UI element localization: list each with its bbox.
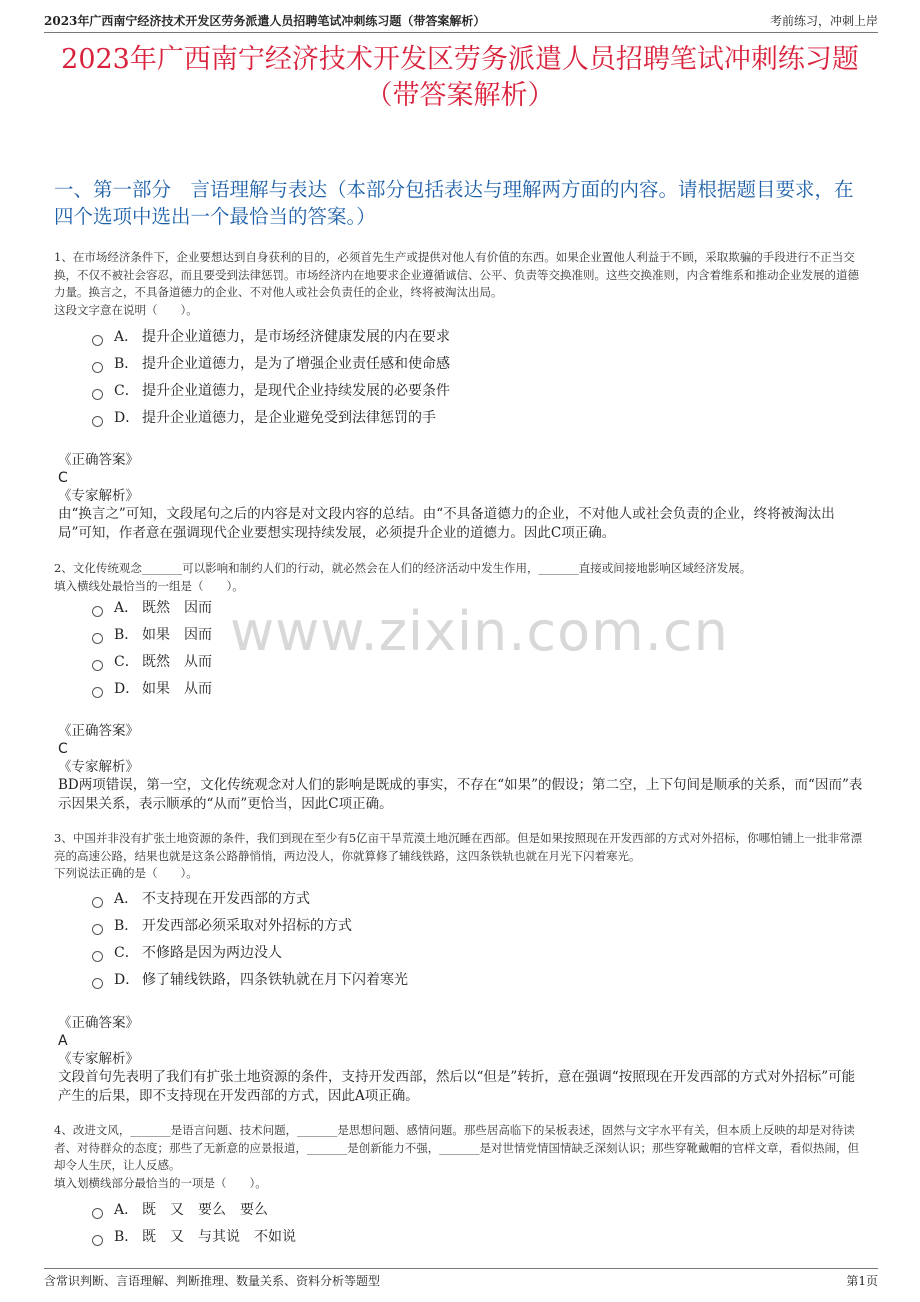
option-text: 如果 因而 bbox=[142, 627, 212, 643]
document-title: 2023年广西南宁经济技术开发区劳务派遣人员招聘笔试冲刺练习题（带答案解析） bbox=[61, 44, 859, 111]
question-1-options bbox=[92, 324, 450, 432]
analysis-label: 《专家解析》 bbox=[58, 759, 139, 775]
option-letter: B． bbox=[114, 356, 139, 372]
option-b[interactable] bbox=[92, 622, 212, 649]
option-letter: B． bbox=[114, 918, 139, 934]
answer-label: 《正确答案》 bbox=[58, 1015, 139, 1031]
option-text: 开发西部必须采取对外招标的方式 bbox=[142, 918, 352, 934]
question-3-options bbox=[92, 886, 408, 994]
option-text: 既然 因而 bbox=[142, 600, 212, 616]
option-text: 既 又 与其说 不如说 bbox=[142, 1229, 296, 1245]
option-letter: A． bbox=[114, 891, 139, 907]
question-2-stem bbox=[54, 560, 868, 595]
radio-icon[interactable] bbox=[92, 924, 103, 935]
question-3-answer bbox=[58, 1014, 868, 1105]
section-heading: 一、第一部分 言语理解与表达（本部分包括表达与理解两方面的内容。请根据题目要求，在四个选项中选出一个最恰当的答案。） bbox=[54, 178, 854, 228]
option-letter: D． bbox=[114, 681, 140, 697]
option-d[interactable] bbox=[92, 676, 212, 703]
option-a[interactable] bbox=[92, 595, 212, 622]
option-c[interactable] bbox=[92, 378, 450, 405]
option-text: 修了辅线铁路，四条铁轨就在月下闪着寒光 bbox=[142, 972, 408, 988]
option-d[interactable] bbox=[92, 967, 408, 994]
radio-icon[interactable] bbox=[92, 1235, 103, 1246]
option-d[interactable] bbox=[92, 405, 450, 432]
answer-value: C bbox=[58, 470, 68, 486]
watermark: www.zixin.com.cn bbox=[230, 600, 729, 663]
option-a[interactable] bbox=[92, 1197, 296, 1224]
question-4-options bbox=[92, 1197, 296, 1251]
option-letter: B． bbox=[114, 1229, 139, 1245]
radio-icon[interactable] bbox=[92, 606, 103, 617]
answer-value: C bbox=[58, 741, 68, 757]
option-letter: D． bbox=[114, 972, 140, 988]
option-text: 提升企业道德力，是企业避免受到法律惩罚的手 bbox=[142, 410, 436, 426]
option-letter: C． bbox=[114, 945, 139, 961]
question-stem-text: 3、中国并非没有扩张土地资源的条件，我们到现在至少有5亿亩干旱荒漠土地沉睡在西部。但是如果按照现在开发西部的方式对外招标，你哪怕铺上一批非常漂亮的高速公路，结果也就是这条公路静悄悄，两边没人，你就算修了辅线铁路，这四条铁轨也就在月光下闪着寒光。 bbox=[54, 831, 863, 863]
analysis-label: 《专家解析》 bbox=[58, 488, 139, 504]
radio-icon[interactable] bbox=[92, 335, 103, 346]
question-4-stem bbox=[54, 1122, 868, 1192]
page-footer bbox=[44, 1268, 878, 1291]
question-prompt: 填入划横线部分最恰当的一项是（ ）。 bbox=[54, 1175, 267, 1190]
option-letter: A． bbox=[114, 600, 139, 616]
question-stem-text: 2、文化传统观念_______可以影响和制约人们的行动，就必然会在人们的经济活动中发生作用，_______直接或间接地影响区域经济发展。 bbox=[54, 561, 752, 575]
option-text: 提升企业道德力，是市场经济健康发展的内在要求 bbox=[142, 329, 450, 345]
option-b[interactable] bbox=[92, 913, 408, 940]
page-header bbox=[44, 10, 878, 33]
footer-description: 含常识判断、言语理解、判断推理、数量关系、资料分析等题型 bbox=[44, 1274, 381, 1288]
option-text: 提升企业道德力，是为了增强企业责任感和使命感 bbox=[142, 356, 450, 372]
question-1-stem bbox=[54, 249, 868, 319]
radio-icon[interactable] bbox=[92, 660, 103, 671]
question-2-answer bbox=[58, 722, 868, 813]
radio-icon[interactable] bbox=[92, 897, 103, 908]
question-prompt: 填入横线处最恰当的一组是（ ）。 bbox=[54, 578, 244, 593]
option-c[interactable] bbox=[92, 649, 212, 676]
answer-label: 《正确答案》 bbox=[58, 452, 139, 468]
question-stem-text: 1、在市场经济条件下，企业要想达到自身获利的目的，必须首先生产或提供对他人有价值的东西。如果企业置他人利益于不顾，采取欺骗的手段进行不正当交换，不仅不被社会容忍，而且要受到法律惩罚。市场经济内在地要求企业遵循诚信、公平、负责等交换准则。这些交换准则，内含着维系和推动企业发展的道德力量。换言之，不具备道德力的企业、不对他人或社会负责任的企业，终将被淘汰出局。 bbox=[54, 250, 859, 299]
analysis-text: BD两项错误，第一空，文化传统观念对人们的影响是既成的事实，不存在“如果”的假设；第二空，上下句间是顺承的关系，而“因而”表示因果关系，表示顺承的“从而”更恰当，因此C项正确。 bbox=[58, 777, 863, 812]
option-text: 提升企业道德力，是现代企业持续发展的必要条件 bbox=[142, 383, 450, 399]
radio-icon[interactable] bbox=[92, 416, 103, 427]
analysis-text: 文段首句先表明了我们有扩张土地资源的条件，支持开发西部，然后以“但是”转折，意在强调“按照现在开发西部的方式对外招标”可能产生的后果，即不支持现在开发西部的方式，因此A项正确。 bbox=[58, 1069, 856, 1104]
option-text: 既然 从而 bbox=[142, 654, 212, 670]
radio-icon[interactable] bbox=[92, 978, 103, 989]
radio-icon[interactable] bbox=[92, 687, 103, 698]
analysis-text: 由“换言之”可知，文段尾句之后的内容是对文段内容的总结。由“不具备道德力的企业，不对他人或社会负责的企业，终将被淘汰出局”可知，作者意在强调现代企业要想实现持续发展，必须提升企业的道德力。因此C项正确。 bbox=[58, 506, 835, 541]
answer-label: 《正确答案》 bbox=[58, 723, 139, 739]
answer-value: A bbox=[58, 1033, 68, 1049]
header-title: 2023年广西南宁经济技术开发区劳务派遣人员招聘笔试冲刺练习题（带答案解析） bbox=[44, 14, 486, 28]
radio-icon[interactable] bbox=[92, 362, 103, 373]
question-prompt: 下列说法正确的是（ ）。 bbox=[54, 866, 198, 880]
option-letter: C． bbox=[114, 654, 139, 670]
option-text: 如果 从而 bbox=[142, 681, 212, 697]
radio-icon[interactable] bbox=[92, 951, 103, 962]
option-letter: A． bbox=[114, 329, 139, 345]
question-prompt: 这段文字意在说明（ ）。 bbox=[54, 302, 198, 317]
option-b[interactable] bbox=[92, 351, 450, 378]
option-text: 不修路是因为两边没人 bbox=[142, 945, 282, 961]
option-a[interactable] bbox=[92, 324, 450, 351]
question-3-stem bbox=[54, 830, 868, 883]
option-letter: B． bbox=[114, 627, 139, 643]
option-a[interactable] bbox=[92, 886, 408, 913]
header-slogan: 考前练习，冲刺上岸 bbox=[769, 14, 878, 28]
question-2-options bbox=[92, 595, 212, 703]
question-1-answer bbox=[58, 451, 868, 542]
option-c[interactable] bbox=[92, 940, 408, 967]
page-number: 第1页 bbox=[846, 1274, 878, 1288]
option-letter: D． bbox=[114, 410, 140, 426]
option-text: 不支持现在开发西部的方式 bbox=[142, 891, 310, 907]
radio-icon[interactable] bbox=[92, 389, 103, 400]
option-text: 既 又 要么 要么 bbox=[142, 1202, 268, 1218]
radio-icon[interactable] bbox=[92, 633, 103, 644]
option-letter: A． bbox=[114, 1202, 139, 1218]
analysis-label: 《专家解析》 bbox=[58, 1051, 139, 1067]
radio-icon[interactable] bbox=[92, 1208, 103, 1219]
question-stem-text: 4、改进文风，_______是语言问题、技术问题，_______是思想问题、感情问题。那些居高临下的呆板表述，固然与文字水平有关，但本质上反映的却是对待读者、对待群众的态度；那些了无新意的应景报道，_______是创新能力不强，_______是对世情党情国情缺乏深刻认识；那些穿靴戴帽的官样文章，看似热闹，但却令人生厌，让人反感。 bbox=[54, 1123, 859, 1172]
option-b[interactable] bbox=[92, 1224, 296, 1251]
option-letter: C． bbox=[114, 383, 139, 399]
